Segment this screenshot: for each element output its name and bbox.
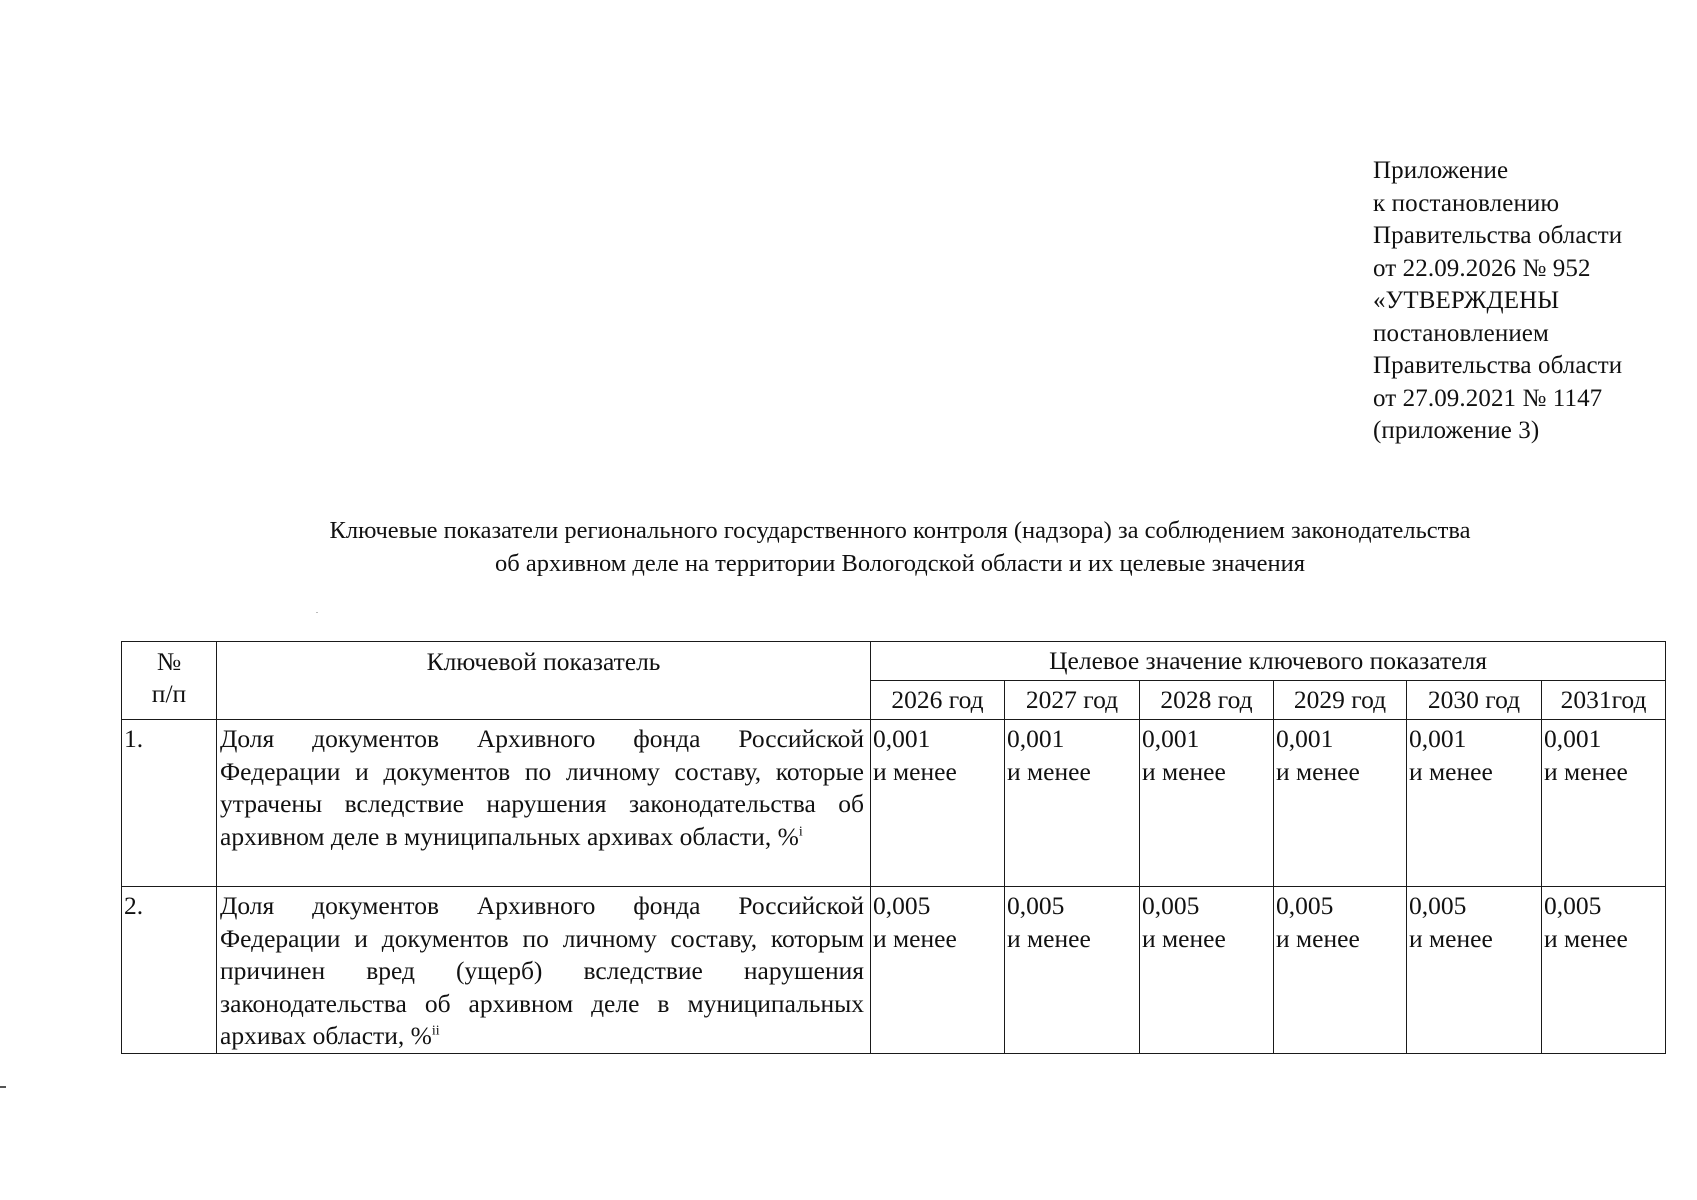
approval-line: постановлением xyxy=(1373,319,1549,347)
value-qualifier: и менее xyxy=(1007,756,1091,786)
target-value: 0,005 xyxy=(1142,891,1200,920)
footnote-marker: i xyxy=(798,824,803,839)
header-row-1 xyxy=(122,642,1666,681)
title-line-2: об архивном деле на территории Вологодской области и их целевые значения xyxy=(495,549,1305,577)
value-qualifier: и менее xyxy=(1544,923,1628,953)
header-target-cell: Целевое значение ключевого показателя xyxy=(871,642,1666,681)
target-value: 0,005 xyxy=(873,891,931,920)
table-row xyxy=(122,720,1666,887)
document-title xyxy=(120,515,1680,580)
approval-block xyxy=(1373,155,1622,448)
value-cell-2028 xyxy=(1140,720,1274,887)
value-cell-2027 xyxy=(1005,720,1140,887)
header-year-2026: 2026 год xyxy=(871,681,1005,720)
header-number-cell xyxy=(122,642,217,720)
value-cell-2030 xyxy=(1407,887,1542,1054)
value-qualifier: и менее xyxy=(1276,923,1360,953)
value-qualifier: и менее xyxy=(1276,756,1360,786)
target-value: 0,005 xyxy=(1409,891,1467,920)
header-year-2029: 2029 год xyxy=(1274,681,1407,720)
scan-margin-mark xyxy=(0,1086,6,1088)
indicators-table xyxy=(121,641,1666,1054)
approval-line: (приложение 3) xyxy=(1373,417,1540,444)
value-qualifier: и менее xyxy=(1007,923,1091,953)
value-cell-2028 xyxy=(1140,887,1274,1054)
target-value: 0,001 xyxy=(1409,724,1467,753)
value-qualifier: и менее xyxy=(1142,923,1226,953)
target-value: 0,005 xyxy=(1276,891,1334,920)
header-indicator-cell: Ключевой показатель xyxy=(217,642,871,720)
value-qualifier: и менее xyxy=(1409,923,1493,953)
approval-line: от 22.09.2026 № 952 xyxy=(1373,254,1591,282)
value-cell-2029 xyxy=(1274,720,1407,887)
value-cell-2027 xyxy=(1005,887,1140,1054)
target-value: 0,001 xyxy=(1007,724,1065,753)
indicator-text-cell xyxy=(217,720,871,887)
header-year-2031: 2031год xyxy=(1542,681,1666,720)
value-cell-2031 xyxy=(1542,720,1666,887)
indicator-text-cell xyxy=(217,887,871,1054)
value-cell-2031 xyxy=(1542,887,1666,1054)
value-cell-2030 xyxy=(1407,720,1542,887)
value-qualifier: и менее xyxy=(1409,756,1493,786)
header-number-symbol: № xyxy=(156,647,182,676)
approval-line: к постановлению xyxy=(1373,189,1560,217)
scan-speck xyxy=(316,612,318,613)
header-year-2030: 2030 год xyxy=(1407,681,1542,720)
value-cell-2026 xyxy=(871,887,1005,1054)
indicator-text: Доля документов Архивного фонда Российской Федерации и документов по личному составу, которые утрачены вследствие нарушения законодательства об архивном деле в муниципальных архивах области, % xyxy=(220,724,864,851)
approval-line: Правительства области xyxy=(1373,352,1623,379)
footnote-marker: ii xyxy=(431,1023,440,1039)
value-qualifier: и менее xyxy=(873,756,957,786)
target-value: 0,001 xyxy=(1142,724,1200,753)
target-value: 0,001 xyxy=(1276,724,1334,753)
table-row xyxy=(122,887,1666,1054)
target-value: 0,005 xyxy=(1544,891,1602,920)
approval-line: Приложение xyxy=(1373,157,1509,184)
value-cell-2029 xyxy=(1274,887,1407,1054)
indicator-text: Доля документов Архивного фонда Российской Федерации и документов по личному составу, которым причинен вред (ущерб) вследствие нарушения законодательства об архивном деле в муниципальных архивах области, % xyxy=(220,891,864,1050)
approval-line: Правительства области xyxy=(1373,222,1623,249)
target-value: 0,001 xyxy=(1544,724,1602,753)
title-line-1: Ключевые показатели регионального государственного контроля (надзора) за соблюдением законодательства xyxy=(329,517,1471,544)
header-year-2027: 2027 год xyxy=(1005,681,1140,720)
target-value: 0,001 xyxy=(873,724,931,753)
value-qualifier: и менее xyxy=(873,923,957,953)
value-qualifier: и менее xyxy=(1142,756,1226,786)
header-year-2028: 2028 год xyxy=(1140,681,1274,720)
row-number: 1. xyxy=(122,720,217,887)
target-value: 0,005 xyxy=(1007,891,1065,920)
row-number: 2. xyxy=(122,887,217,1054)
value-cell-2026 xyxy=(871,720,1005,887)
value-qualifier: и менее xyxy=(1544,756,1628,786)
approval-line: от 27.09.2021 № 1147 xyxy=(1373,384,1603,412)
header-number-label: п/п xyxy=(151,679,187,708)
approval-line: «УТВЕРЖДЕНЫ xyxy=(1373,287,1560,314)
